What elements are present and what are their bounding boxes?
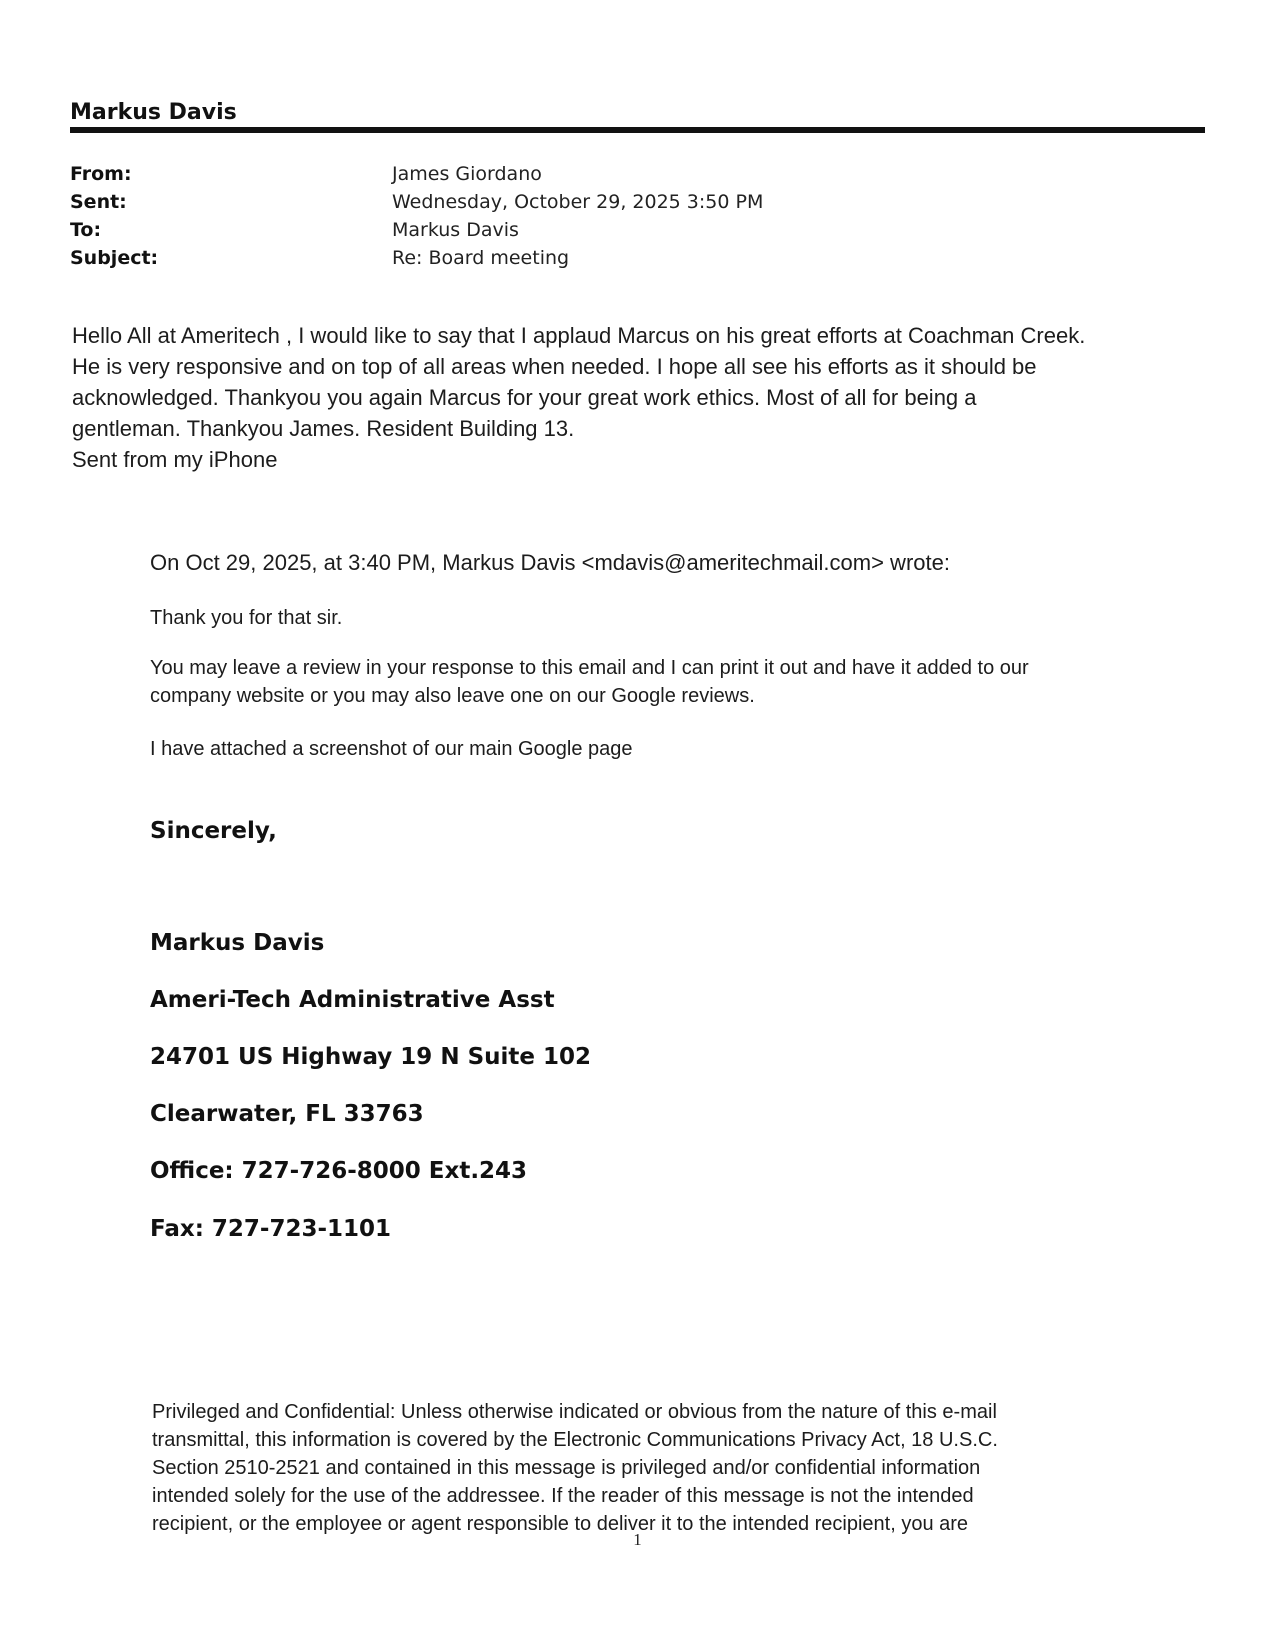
body-line: He is very responsive and on top of all areas when needed. I hope all see his efforts as it should be [72, 354, 1037, 379]
subject-label: Subject: [70, 247, 159, 269]
signature-office-phone: Office: 727-726-8000 Ext.243 [150, 1158, 528, 1184]
signature-address-line1: 24701 US Highway 19 N Suite 102 [150, 1044, 592, 1070]
subject-value: Re: Board meeting [392, 247, 570, 269]
email-header [70, 160, 870, 272]
header-sent-row [70, 188, 870, 216]
page-number: 1 [633, 1530, 642, 1549]
sent-label: Sent: [70, 191, 127, 213]
quoted-message [150, 548, 1210, 760]
email-body [72, 320, 1212, 475]
header-from-row [70, 160, 870, 188]
body-line: gentleman. Thankyou James. Resident Building 13. [72, 416, 575, 441]
confidential-line: Privileged and Confidential: Unless otherwise indicated or obvious from the nature of this e-mail [152, 1401, 997, 1423]
quote-paragraph: I have attached a screenshot of our main Google page [150, 738, 633, 760]
header-to-row [70, 216, 870, 244]
signature-fax: Fax: 727-723-1101 [150, 1216, 392, 1242]
from-value: James Giordano [392, 163, 542, 185]
confidential-line: recipient, or the employee or agent responsible to deliver it to the intended recipient, you are [152, 1513, 969, 1535]
sent-value: Wednesday, October 29, 2025 3:50 PM [392, 191, 764, 213]
quote-paragraph: You may leave a review in your response to this email and I can print it out and have it added to our [150, 657, 1029, 679]
to-value: Markus Davis [392, 219, 519, 241]
confidential-line: transmittal, this information is covered by the Electronic Communications Privacy Act, 18 U.S.C. [152, 1429, 998, 1451]
confidentiality-notice [152, 1398, 1212, 1538]
signature-closing: Sincerely, [150, 818, 277, 844]
body-line: acknowledged. Thankyou you again Marcus for your great work ethics. Most of all for being a [72, 385, 977, 410]
body-line: Hello All at Ameritech , I would like to say that I applaud Marcus on his great efforts at Coachman Creek. [72, 323, 1086, 348]
from-label: From: [70, 163, 132, 185]
signature-name: Markus Davis [150, 930, 325, 956]
body-line: Sent from my iPhone [72, 447, 278, 472]
quote-paragraph: company website or you may also leave one on our Google reviews. [150, 685, 755, 707]
signature-address-line2: Clearwater, FL 33763 [150, 1101, 424, 1127]
mailbox-owner-name: Markus Davis [70, 100, 237, 125]
to-label: To: [70, 219, 102, 241]
quote-paragraph: Thank you for that sir. [150, 607, 343, 629]
signature-title: Ameri-Tech Administrative Asst [150, 987, 555, 1013]
quote-intro: On Oct 29, 2025, at 3:40 PM, Markus Davis <mdavis@ameritechmail.com> wrote: [150, 550, 950, 575]
header-subject-row [70, 244, 870, 272]
confidential-line: intended solely for the use of the addressee. If the reader of this message is not the intended [152, 1485, 974, 1507]
confidential-line: Section 2510-2521 and contained in this message is privileged and/or confidential information [152, 1457, 981, 1479]
header-divider [70, 127, 1205, 133]
